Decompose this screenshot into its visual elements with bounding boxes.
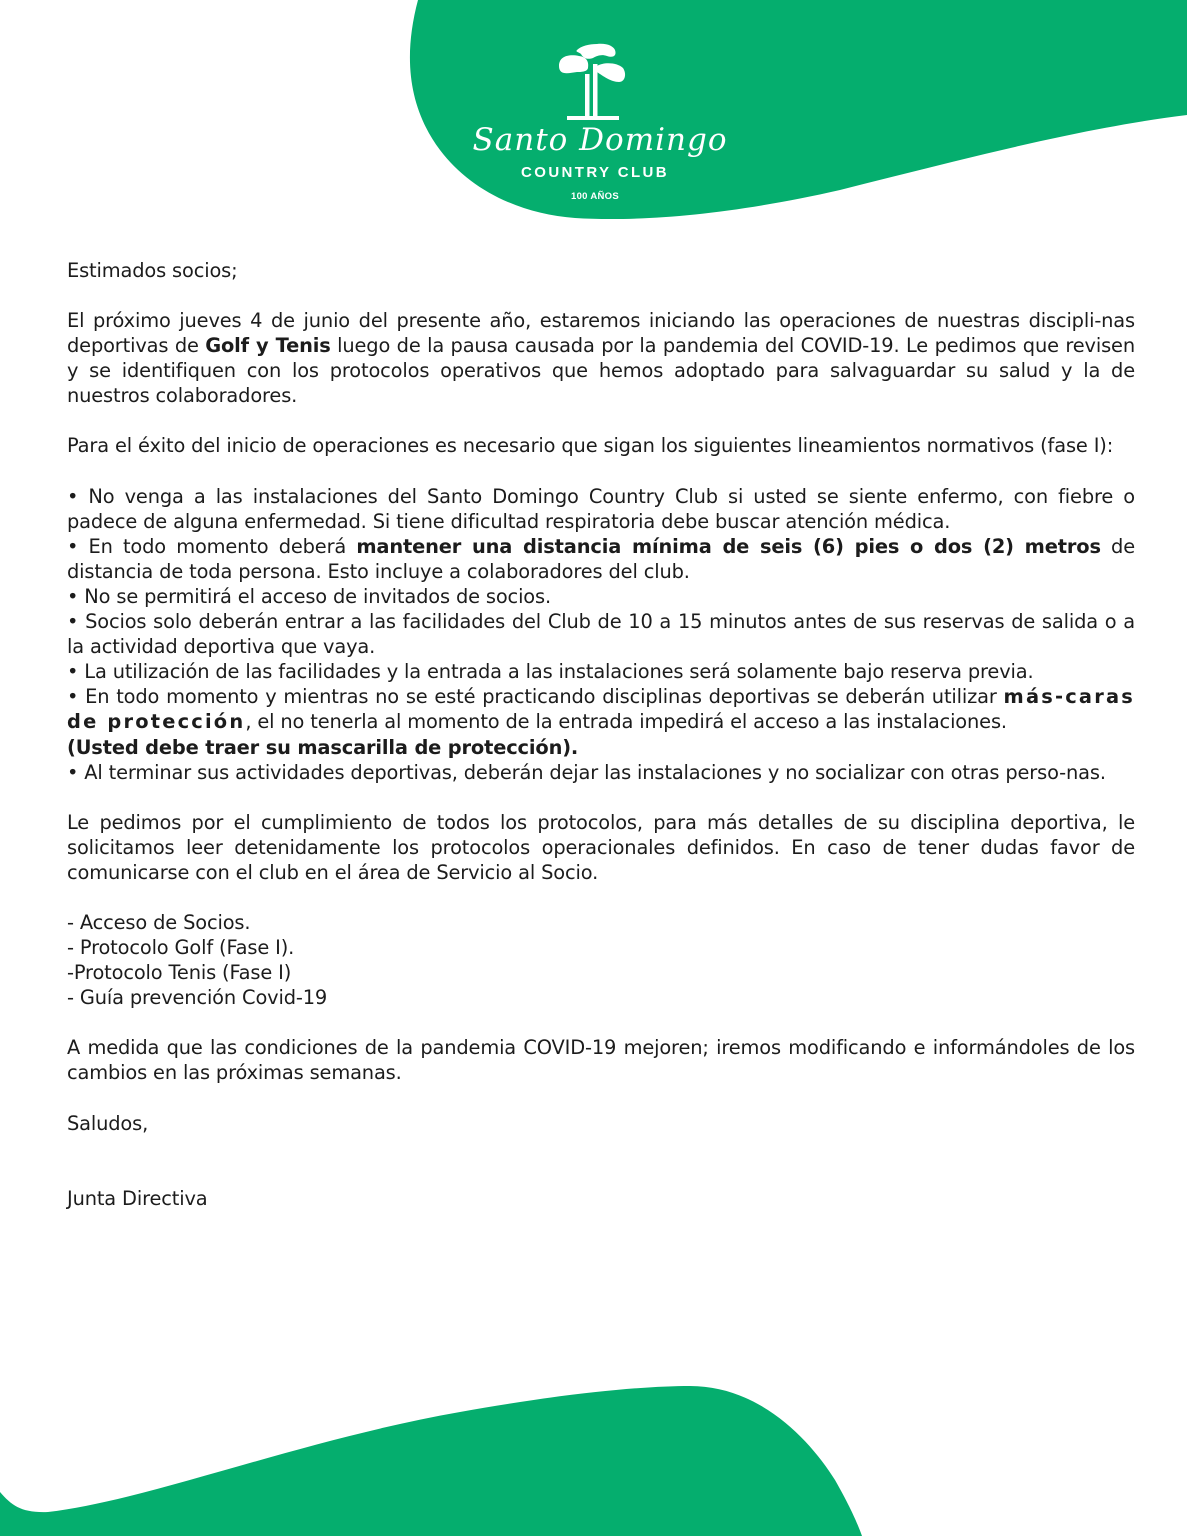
sign-off: Saludos,	[67, 1111, 149, 1135]
document-item: -Protocolo Tenis (Fase I)	[67, 961, 292, 985]
guideline-item	[67, 684, 1135, 734]
document-item: - Protocolo Golf (Fase I).	[67, 936, 295, 960]
guideline-bold-masks: más-caras de protección	[67, 685, 1135, 734]
letter-body	[67, 258, 1135, 1211]
guideline-text: • En todo momento y mientras no se esté practicando disciplinas deportivas se deberán utilizar	[67, 685, 1004, 709]
intro-text-1: El próximo jueves 4 de junio del presente año, estaremos iniciando las operaciones de nuestras discipli-nas deportivas de	[67, 309, 1135, 358]
guideline-item	[67, 534, 1135, 584]
request-paragraph: Le pedimos por el cumplimiento de todos los protocolos, para más detalles de su disciplina deportiva, le solicitamos leer detenidamente los protocolos operacionales definidos. En caso de tener dudas favor de comunicarse con el club en el área de Servicio al Socio.	[67, 810, 1135, 884]
guideline-item: • La utilización de las facilidades y la entrada a las instalaciones será solamente bajo reserva previa.	[67, 660, 1034, 684]
document-item: - Acceso de Socios.	[67, 910, 251, 934]
document-item: - Guía prevención Covid-19	[67, 986, 328, 1010]
guideline-item-mask-note	[67, 735, 1135, 760]
guideline-bold-mask-note: (Usted debe traer su mascarilla de protección).	[67, 735, 579, 759]
closing-note: A medida que las condiciones de la pandemia COVID-19 mejoren; iremos modificando e informándoles de los cambios en las próximas semanas.	[67, 1036, 1135, 1085]
intro-text-2: luego de la pausa causada por la pandemia del COVID-19. Le pedimos que revisen y se identifiquen con los protocolos operativos que hemos adoptado para salvaguardar su salud y la de nuestros colaboradores.	[67, 334, 1135, 408]
guideline-item: • Al terminar sus actividades deportivas, deberán dejar las instalaciones y no socializar con otras perso-nas.	[67, 760, 1106, 784]
guideline-item: • No se permitirá el acceso de invitados de socios.	[67, 584, 551, 608]
intro-bold-sports: Golf y Tenis	[205, 334, 331, 358]
guideline-text: , el no tenerla al momento de la entrada impedirá el acceso a las instalaciones.	[245, 710, 1007, 734]
guidelines-intro: Para el éxito del inicio de operaciones es necesario que sigan los siguientes lineamientos normativos (fase I):	[67, 434, 1114, 458]
logo-anniversary: 100 AÑOS	[571, 191, 619, 202]
guideline-text: • En todo momento deberá	[67, 534, 357, 558]
golf-clubs-tree-icon	[555, 42, 635, 124]
intro-paragraph	[67, 308, 1135, 408]
guideline-item: • No venga a las instalaciones del Santo Domingo Country Club si usted se siente enfermo, con fiebre o padece de alguna enfermedad. Si tiene dificultad respiratoria debe buscar atención médica.	[67, 484, 1135, 533]
logo-script-name: Santo Domingo	[472, 122, 728, 158]
greeting: Estimados socios;	[67, 259, 238, 282]
guideline-bold-distance: mantener una distancia mínima de seis (6) pies o dos (2) metros	[356, 534, 1101, 558]
signature: Junta Directiva	[67, 1186, 208, 1210]
logo-subtitle: COUNTRY CLUB	[521, 164, 669, 181]
guideline-text: de distancia de toda persona. Esto incluye a colaboradores del club.	[67, 534, 1135, 583]
guideline-item: • Socios solo deberán entrar a las facilidades del Club de 10 a 15 minutos antes de sus reservas de salida o a la actividad deportiva que vaya.	[67, 610, 1135, 659]
